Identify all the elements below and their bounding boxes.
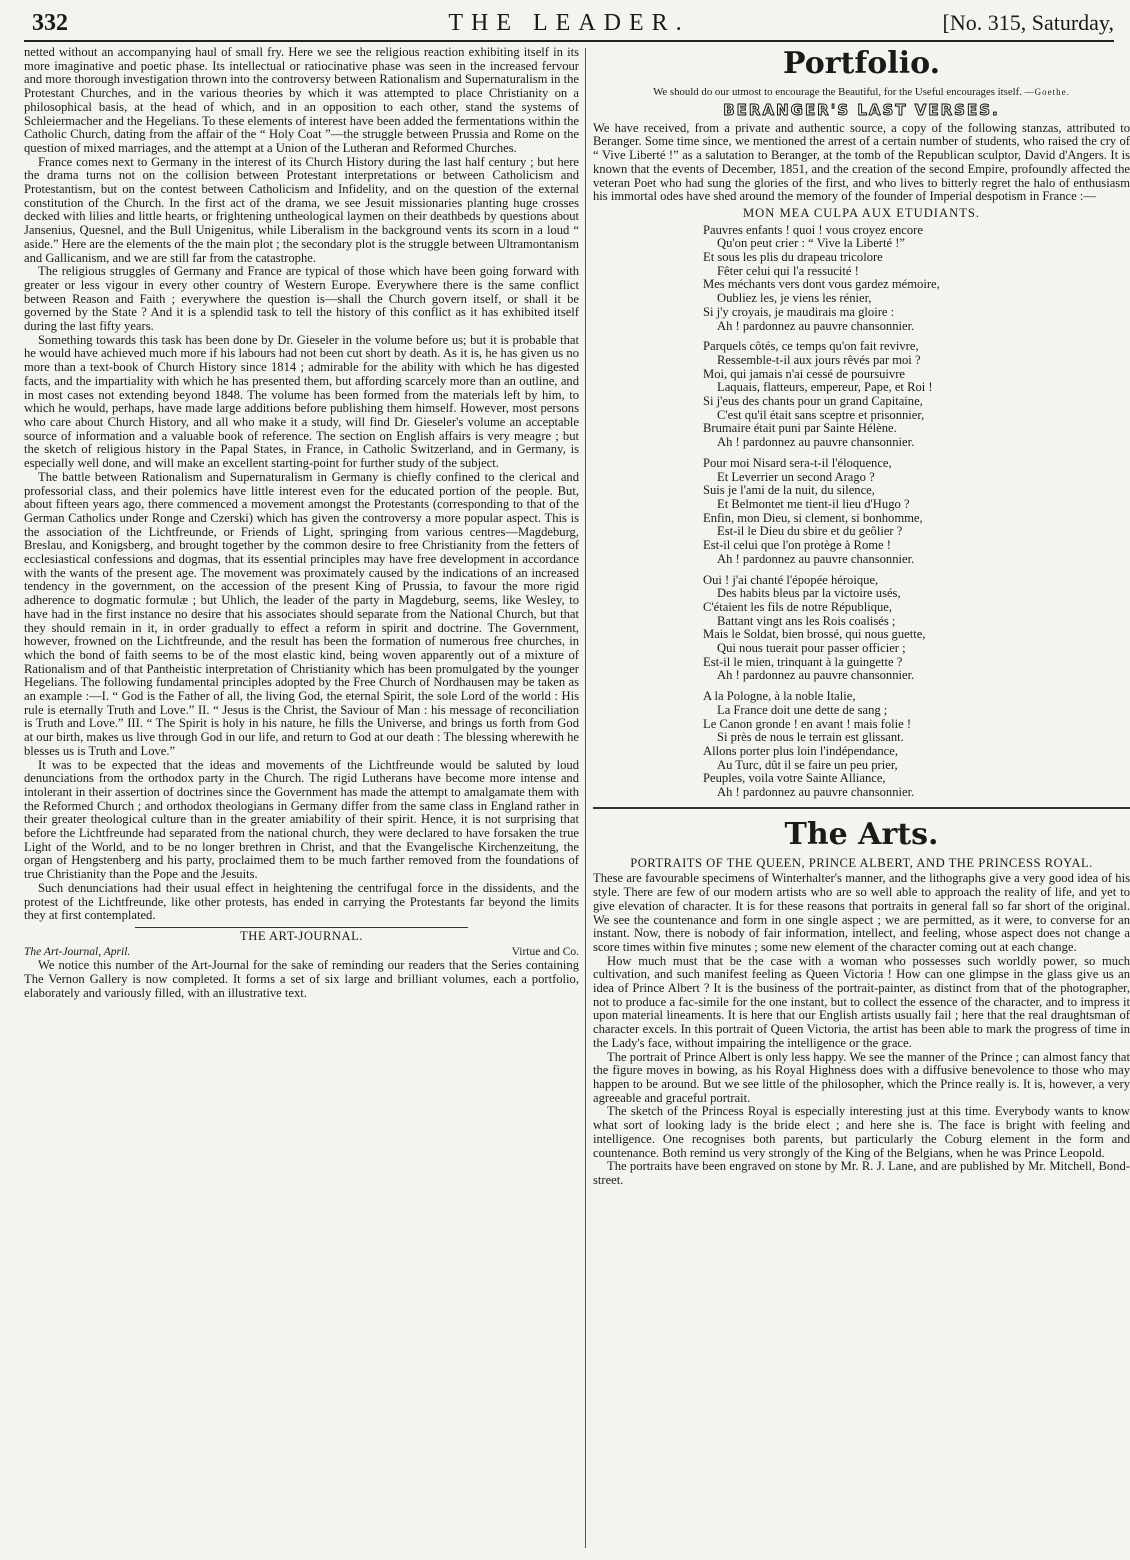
poem-line: Si près de nous le terrain est glissant. — [717, 730, 904, 745]
right-column — [593, 46, 1130, 1188]
poem-line: Fêter celui qui l'a ressucité ! — [717, 263, 859, 278]
art-journal-publisher: Virtue and Co. — [511, 945, 579, 958]
arts-paragraph: These are favourable specimens of Winterhalter's manner, and the lithographs give a very good idea of his style. There are few of our modern artists who are so well able to approach the reality of life, and yet to give elevation of character. It is for these reasons that portraits in general fall so far short of the original. We see the countenance and form in one single aspect ; we are permitted, as it were, to converse for an instant. Now, there is nobody of fair information, intellect, and feeling, whose aspect does not change a score times within five minutes ; some new element of the character coming out at each change. — [593, 871, 1130, 954]
poem-stanza — [703, 340, 1130, 450]
portraits-heading: PORTRAITS OF THE QUEEN, PRINCE ALBERT, AND THE PRINCESS ROYAL. — [630, 855, 1093, 870]
portfolio-title: Portfolio. — [782, 46, 941, 81]
poem-line: Des habits bleus par la victoire usés, — [717, 586, 901, 601]
poem-line: Peuples, voila votre Sainte Alliance, — [703, 771, 886, 786]
left-column — [24, 46, 579, 1001]
poem-line: Ah ! pardonnez au pauvre chansonnier. — [717, 435, 915, 450]
poem-line: Parquels côtés, ce temps qu'on fait revivre, — [703, 339, 919, 354]
arts-paragraph: The sketch of the Princess Royal is especially interesting just at this time. Everybody wants to know what sort of looking lady is the bride elect ; and here she is. The face is bright with feeling and intelligence. One recognises both parents, but particularly the Coburg element in the form and countenance. Both remind us very strongly of the King of the Belgians, when he was Prince Leopold. — [593, 1104, 1130, 1160]
poem-line: Qui nous tuerait pour passer officier ; — [717, 641, 906, 656]
arts-paragraph: The portrait of Prince Albert is only less happy. We see the manner of the Prince ; can almost fancy that the figure moves in bowing, as his Royal Highness does with a diffusive benevolence to those who may happen to be around. But we see little of the philosopher, which the Prince really is. It is, however, a very agreeable and graceful portrait. — [593, 1049, 1130, 1105]
page-header — [24, 10, 1114, 38]
poem-line: Ah ! pardonnez au pauvre chansonnier. — [717, 785, 915, 800]
poem-line: Pauvres enfants ! quoi ! vous croyez encore — [703, 222, 923, 237]
issue-label: [No. 315, Saturday, — [942, 10, 1114, 35]
poem-stanza — [703, 457, 1130, 567]
poem-line: Et Leverrier un second Arago ? — [717, 469, 875, 484]
poem-line: Mes méchants vers dont vous gardez mémoire, — [703, 277, 940, 292]
poem-line: Ah ! pardonnez au pauvre chansonnier. — [717, 668, 915, 683]
poem-stanza — [703, 574, 1130, 684]
poem-line: Ressemble-t-il aux jours rêvés par moi ? — [717, 352, 921, 367]
poem-line: Si j'eus des chants pour un grand Capitaine, — [703, 394, 923, 409]
article-paragraph: France comes next to Germany in the interest of its Church History during the last half century ; but here the drama turns not on the collision between Protestant interpretations or between Catholicism and Protestantism, but on the contest between Catholicism and Infidelity, and on the question of the external constitution of the Church. In the first act of the drama, we see Jesuit missionaries planting huge crosses decked with lilies and little hearts, or frightening untheological laymen on their deathbeds by questions about Jansenius, Quesnel, and the Bull Unigenitus, while Liberalism in the background vents its scorn in a loud “ aside.” Here are the elements of the the main plot ; the secondary plot is the struggle between Ultramontanism and Gallicanism, and we are still far from the catastrophe. — [24, 154, 579, 265]
poem-line: Oubliez les, je viens les rénier, — [717, 291, 872, 306]
epigraph-author: —Goethe. — [1024, 87, 1070, 97]
column-rule — [585, 48, 586, 1548]
arts-title: The Arts. — [784, 816, 939, 852]
poem-line: La France doit une dette de sang ; — [717, 702, 888, 717]
poem-line: Pour moi Nisard sera-t-il l'éloquence, — [703, 455, 892, 470]
article-paragraph: Such denunciations had their usual effect in heightening the centrifugal force in the dissidents, and the protest of the Lichtfreunde, like other protests, has ended in carrying the Protestants far beyond the limits they at first contemplated. — [24, 880, 579, 923]
poem-line: A la Pologne, à la noble Italie, — [703, 689, 856, 704]
poem-line: Mais le Soldat, bien brossé, qui nous guette, — [703, 627, 926, 642]
art-journal-source-row — [24, 946, 579, 960]
beranger-intro: We have received, from a private and authentic source, a copy of the following stanzas, attributed to Beranger. Some time since, we mentioned the arrest of a certain number of students, who raised the cry of “ Vive Liberté !” as a salutation to Beranger, at the tomb of the Republican sculptor, David d'Angers. It is known that the events of December, 1851, and the creation of the second Empire, profoundly affected the veteran Poet who had sung the glories of the first, and who lives to bitterly regret the halo of enthusiasm his immortal odes have shed around the memory of the founder of Imperial despotism in France :— — [593, 120, 1130, 204]
section-divider — [135, 927, 468, 928]
poem-line: Battant vingt ans les Rois coalisés ; — [717, 613, 896, 628]
poem-line: Au Turc, dût il se faire un peu prier, — [717, 757, 898, 772]
poem-line: Est-il celui que l'on protège à Rome ! — [703, 538, 891, 553]
poem-line: Brumaire était puni par Sainte Hélène. — [703, 421, 897, 436]
poem-line: Est-il le mien, trinquant à la guingette ? — [703, 654, 903, 669]
poem-line: Est-il le Dieu du sbire et du geôlier ? — [717, 524, 903, 539]
epigraph — [593, 86, 1130, 98]
article-paragraph: It was to be expected that the ideas and movements of the Lichtfreunde would be saluted by loud denunciations from the orthodox party in the Church. The rigid Lutherans have become more intense and intolerant in their assertion of doctrines since the Government has made the attempt to amalgamate them with the Reformed Church ; and orthodox theologians in Germany differ from the same class in England rather in their greater theological culture than in the greater amiability of their spirit. Hence, it is not surprising that before the Lichtfreunde had separated from the national church, they were declared to have forsaken the true Light of the World, and to be no longer brethren in Christ, and that the Evangelische Kirchenzeitung, the organ of Hengstenberg and his party, proclaimed them to be much farther removed from the foundations of true Christianity than the Pope and the Jesuits. — [24, 757, 579, 882]
poem-line: Et sous les plis du drapeau tricolore — [703, 250, 883, 265]
poem — [593, 224, 1130, 800]
poem-line: Et Belmontet me tient-il lieu d'Hugo ? — [717, 496, 910, 511]
poem-line: Ah ! pardonnez au pauvre chansonnier. — [717, 551, 915, 566]
art-journal-heading: THE ART-JOURNAL. — [240, 929, 363, 943]
arts-paragraph: The portraits have been engraved on stone by Mr. R. J. Lane, and are published by Mr. Mitchell, Bond-street. — [593, 1159, 1130, 1187]
poem-line: C'étaient les fils de notre République, — [703, 599, 893, 614]
art-journal-source: The Art-Journal, April. — [24, 945, 131, 958]
poem-line: Allons porter plus loin l'indépendance, — [703, 743, 898, 758]
poem-line: Si j'y croyais, je maudirais ma gloire : — [703, 304, 895, 319]
poem-line: Le Canon gronde ! en avant ! mais folie ! — [703, 716, 912, 731]
poem-stanza — [703, 690, 1130, 800]
header-rule — [24, 40, 1114, 42]
poem-line: Moi, qui jamais n'ai cessé de poursuivre — [703, 366, 905, 381]
epigraph-text: We should do our utmost to encourage the Beautiful, for the Useful encourages itself. — [653, 86, 1022, 98]
poem-line: Laquais, flatteurs, empereur, Pape, et Roi ! — [717, 380, 933, 395]
poem-line: C'est qu'il était sans sceptre et prisonnier, — [717, 407, 925, 422]
article-paragraph: Something towards this task has been done by Dr. Gieseler in the volume before us; but it is probable that he would have achieved much more if his labours had not been cut short by death. As it is, he has given us no more than a text-book of Church History since 1814 ; admirable for the ability with which he has digested facts, and the impartiality with which he has presented them, but affording scarcely more than an outline, and in most cases not extending beyond 1848. The volume has been formed from the materials left by him, to which he would, perhaps, have made large additions before publishing them himself. However, most persons who care about Church History, and all who make it a study, will find Dr. Gieseler's volume an acceptable source of information and a valuable book of reference. The section on English affairs is very meagre ; but the sketch of religious history in the Papal States, in France, in Catholic Switzerland, and in Germany, is especially well done, and will make an excellent starting-point for further study of the subject. — [24, 332, 579, 471]
poem-stanza — [703, 224, 1130, 334]
beranger-heading: BERANGER'S LAST VERSES. — [723, 101, 1000, 119]
masthead-title: THE LEADER. — [448, 10, 690, 36]
poem-line: Ah ! pardonnez au pauvre chansonnier. — [717, 318, 915, 333]
page-number: 332 — [32, 10, 68, 36]
poem-line: Enfin, mon Dieu, si clement, si bonhomme, — [703, 510, 923, 525]
article-paragraph: The religious struggles of Germany and France are typical of those which have been going forward with greater or less vigour in every other country of Western Europe. Everywhere there is the same conflict between Reason and Faith ; everywhere the question is—shall the Church govern itself, or shall it be governed by the State ? And it is a splendid task to tell the history of this conflict as it has exhibited itself during the last fifty years. — [24, 264, 579, 334]
art-journal-text: We notice this number of the Art-Journal for the sake of reminding our readers that the Series containing The Vernon Gallery is now completed. It forms a set of six large and brilliant volumes, each a portfolio, elaborately and variously filled, with an illustrative text. — [24, 958, 579, 1000]
arts-paragraph: How much must that be the case with a woman who possesses such worldly power, so much cultivation, and such manifest feeling as Queen Victoria ! How can one glimpse in the glass give us an idea of Prince Albert ? It is the business of the portrait-painter, as distinct from that of the photographer, not to produce a fac-simile for the one instant, but to collect the essence of the character, and to impress it upon material lineaments. It is here that our English artists usually fail ; here that the real draughtsman of character excels. In this portrait of Queen Victoria, the artist has been able to mark the progress of time in the Lady's face, without impairing the intelligence or the grace. — [593, 953, 1130, 1050]
article-paragraph: netted without an accompanying haul of small fry. Here we see the religious reaction exhibiting itself in its more imaginative and poetic phase. Its intellectual or ratiocinative phase was seen in the increased fervour and more thorough investigation thrown into the controversy between Rationalism and Supernaturalism in the Protestant Churches, and in the various theories by which it was attempted to place Christianity on a philosophical basis, at the head of which, and in an opposition to each other, stand the systems of Schleiermacher and the Hegelians. To these elements of interest have been added the fermentations within the Catholic Church, dating from the affair of the “ Holy Coat ”—the struggle between Prussia and Rome on the question of mixed marriages, and the attempt at a Union of the Lutheran and Reformed Churches. — [24, 45, 579, 155]
article-paragraph: The battle between Rationalism and Supernaturalism in Germany is chiefly confined to the clerical and professorial class, and their polemics have little interest even for the educated portion of the people. But, about fifteen years ago, there commenced a movement amongst the Protestants (corresponding to that of the German Catholics under Ronge and Czerski) which has given the controversy a more popular aspect. This is the association of the Lichtfreunde, or Friends of Light, springing from various centres—Magdeburg, Breslau, and Konigsberg, and brought together by the common desire to free Christianity from the fetters of ecclesiastical confessions and dogmas, that its essential principles may have free development in accordance with the wants of the present age. The movement was proximately caused by the indications of an increased tendency in the government, on the accession of the present King of Prussia, to favour the more rigid adherence to dogmatic formulæ ; but Uhlich, the leader of the party in Magdeburg, seems, like Wesley, to have had in the first instance no desire that his associates should separate from the National Church, but that they should remain in it, in order gradually to effect a reform in spirit and doctrine. The Government, however, frowned on the Lichtfreunde, and the result has been the formation of numerous free churches, in which the bond of faith seems to be of the most elastic kind, being woven apparently out of a mixture of Rationalism and of that Pantheistic interpretation of Christianity which has been promulgated by the younger Hegelians. The following fundamental principles adopted by the Free Church of Nordhausen may be taken as an example :—I. “ God is the Father of all, the living God, the eternal Spirit, the sole Lord of the world : His rule is eternally Truth and Love.” II. “ Jesus is the Christ, the Saviour of Man : his message of reconciliation is Truth and Love.” III. “ The Spirit is holy in his nature, he fills the Universe, and brings us forth from God at our birth, makes us live through God in our life, and return to God at our death : The blessing wherewith he blesses us is Truth and Love.” — [24, 469, 579, 758]
poem-line: Qu'on peut crier : “ Vive la Liberté !” — [717, 236, 906, 251]
poem-line: Oui ! j'ai chanté l'épopée héroique, — [703, 572, 879, 587]
poem-title: MON MEA CULPA AUX ETUDIANTS. — [742, 205, 981, 220]
section-divider — [593, 807, 1130, 809]
poem-line: Suis je l'ami de la nuit, du silence, — [703, 483, 875, 498]
